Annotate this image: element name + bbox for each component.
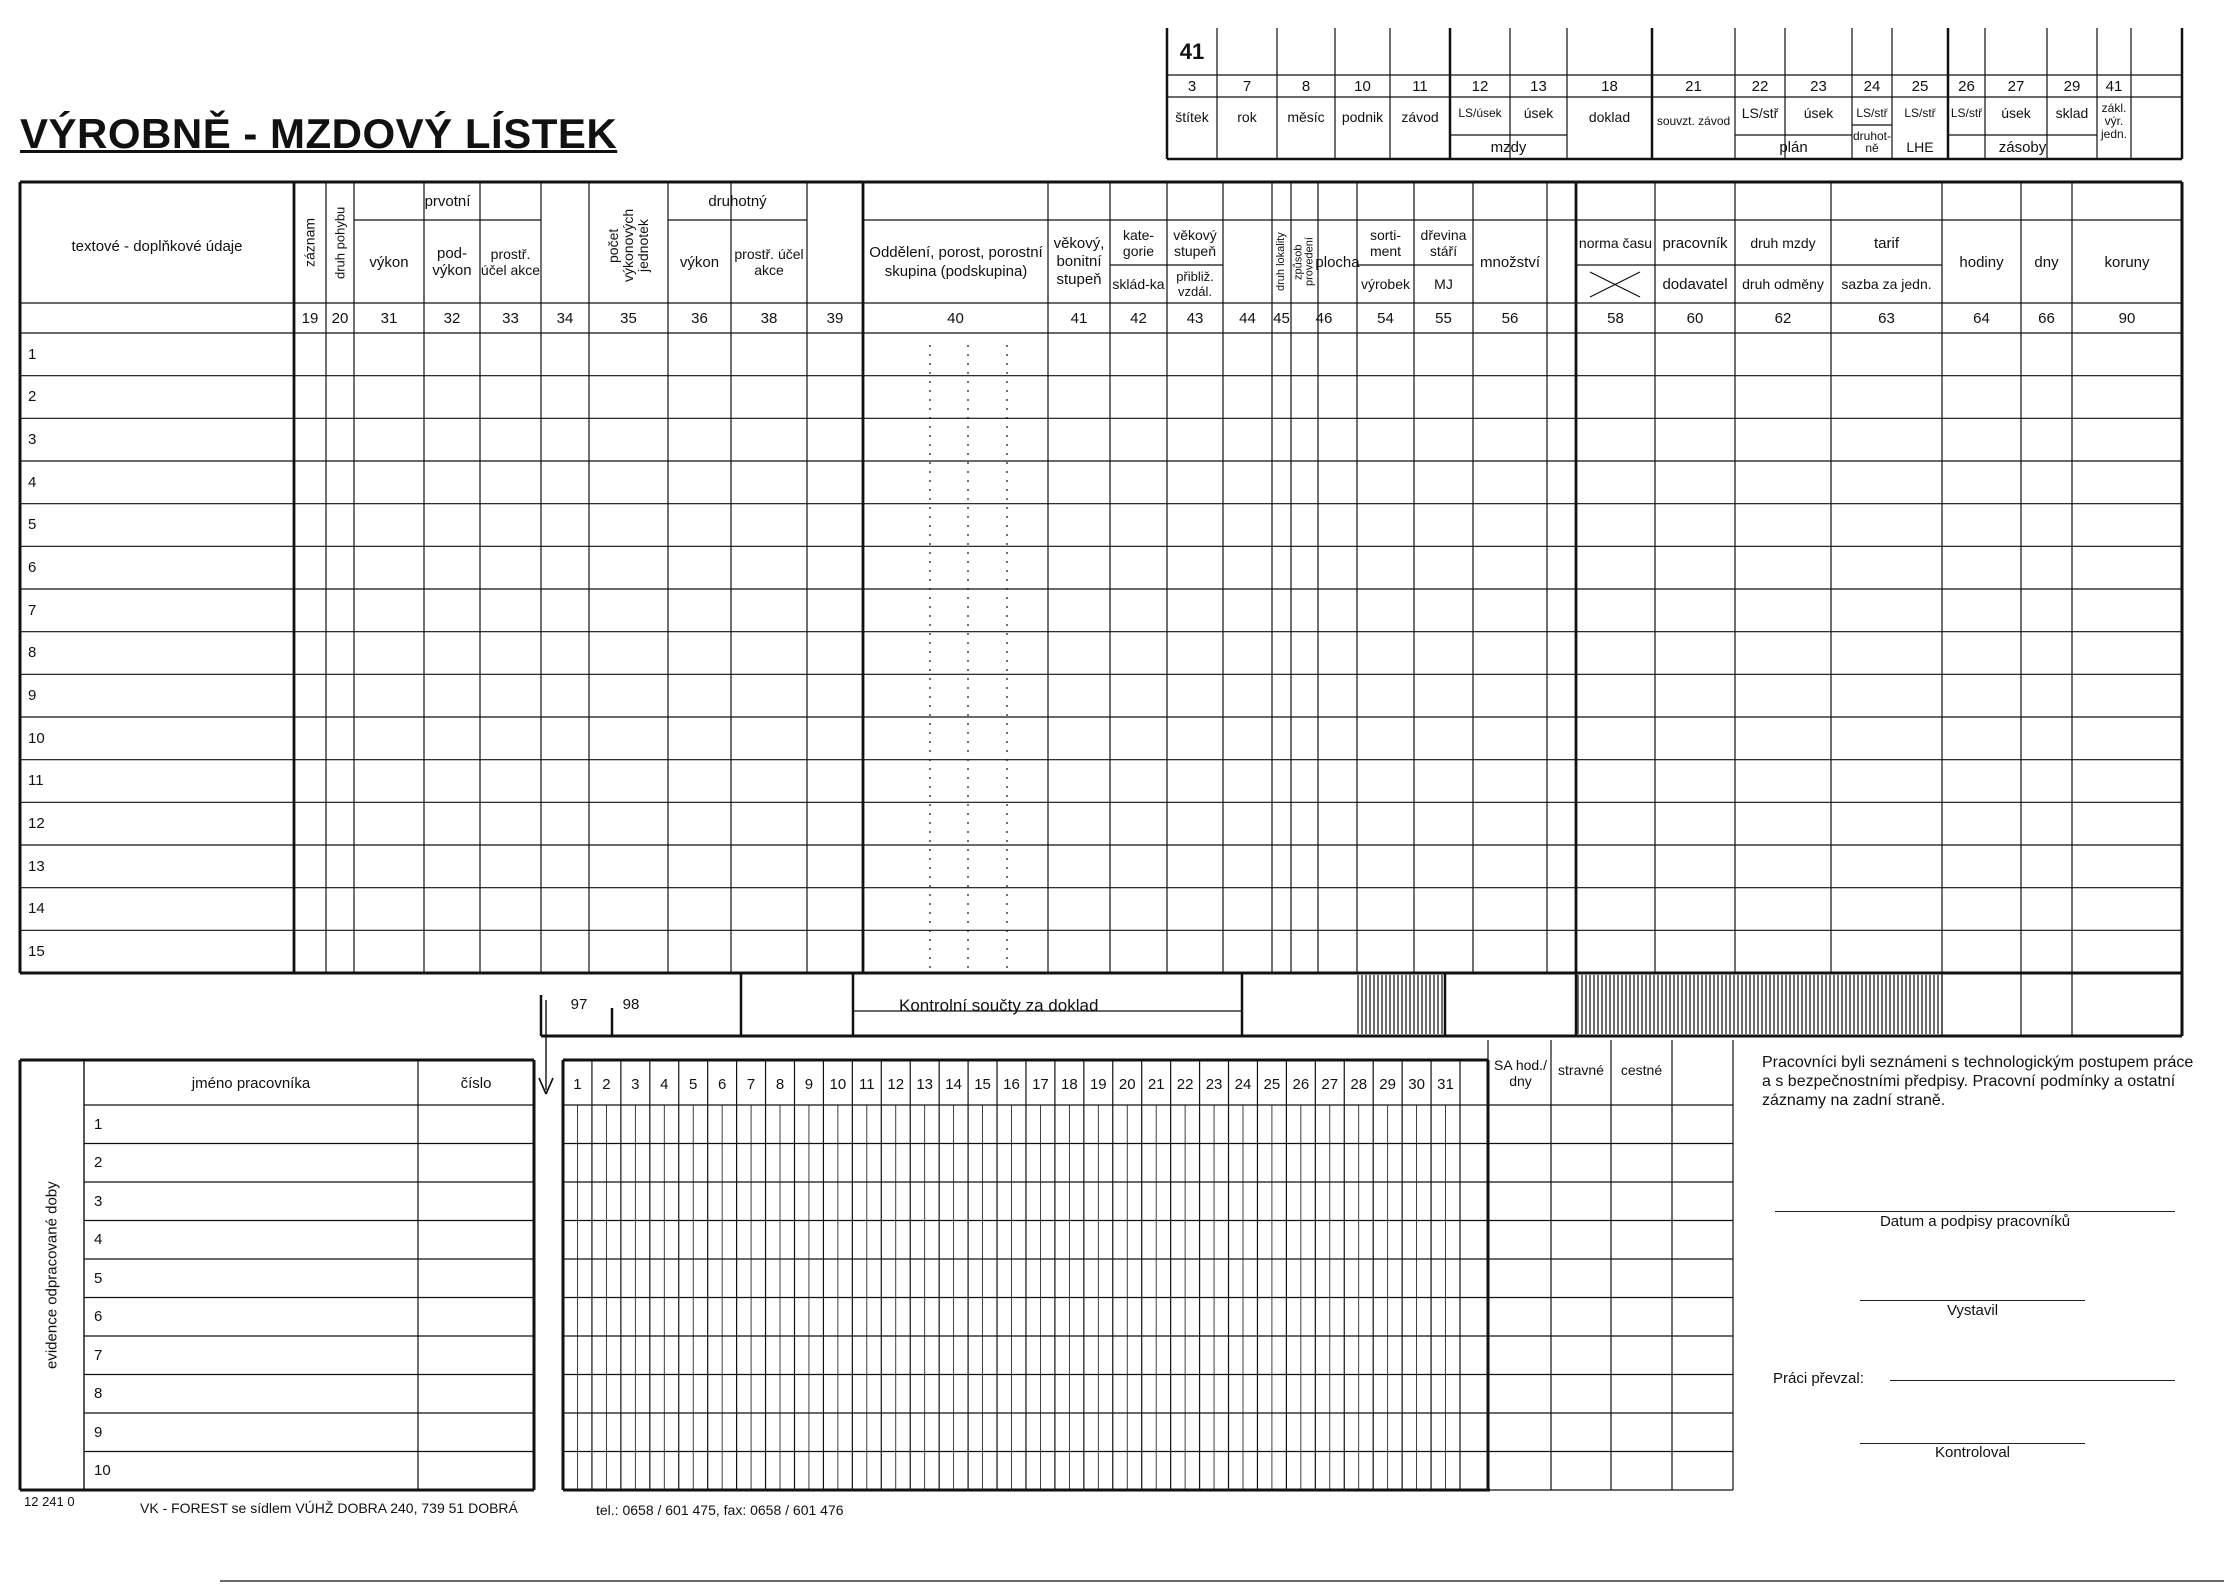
top-header-value: 41 — [1179, 39, 1205, 64]
top-group-label: mzdy — [1490, 138, 1527, 156]
prostr-header: prostř. účel akce — [480, 246, 541, 278]
issued-by-line[interactable] — [1860, 1300, 2085, 1301]
top-label: podnik — [1341, 108, 1384, 125]
column-code: 42 — [1130, 310, 1147, 327]
day-number: 15 — [974, 1075, 991, 1093]
attendance-row-number: 3 — [94, 1192, 103, 1210]
column-code: 31 — [380, 310, 398, 327]
day-number: 16 — [1003, 1075, 1020, 1093]
column-code: 35 — [620, 310, 637, 327]
safety-notice: Pracovníci byli seznámeni s technologickým postupem práce a s bezpečnostními předpisy. Pracovní podmínky a ostatní záznamy na zadní straně. — [1762, 1054, 2194, 1109]
top-label: souvzt. závod — [1656, 113, 1731, 128]
top-code: 3 — [1187, 78, 1197, 95]
top-code: 10 — [1354, 78, 1371, 95]
podvykon-header: pod-výkon — [432, 245, 472, 279]
zaznam-header: záznam — [301, 217, 318, 268]
top-label: LS/stř — [1904, 105, 1936, 120]
column-code: 40 — [947, 310, 964, 327]
row-number: 7 — [28, 601, 37, 619]
column-code: 56 — [1501, 310, 1519, 327]
vekovy-bonitni-header: věkový, bonitní stupeň — [1053, 235, 1105, 288]
company-contact: tel.: 0658 / 601 475, fax: 0658 / 601 476 — [596, 1502, 844, 1518]
top-code: 25 — [1911, 78, 1929, 95]
column-code: 20 — [331, 310, 349, 327]
row-number: 11 — [28, 772, 44, 790]
top-label: LS/úsek — [1458, 105, 1502, 120]
column-code: 64 — [1973, 310, 1990, 327]
top-code: 22 — [1751, 78, 1769, 95]
attendance-row-number: 4 — [94, 1231, 103, 1249]
day-number: 28 — [1350, 1075, 1368, 1093]
top-group-label: zásoby — [1998, 138, 2047, 156]
top-code: 21 — [1685, 78, 1702, 95]
column-code: 46 — [1315, 310, 1333, 327]
row-number: 10 — [28, 729, 45, 747]
day-number: 22 — [1176, 1075, 1194, 1093]
prvotni-header: prvotní — [424, 192, 471, 210]
top-code: 23 — [1810, 78, 1827, 95]
day-number: 1 — [573, 1075, 582, 1093]
drevina-header: dřevina stáří — [1420, 227, 1467, 259]
top-code: 18 — [1601, 78, 1618, 95]
dodavatel-header: dodavatel — [1662, 275, 1728, 293]
top-code: 11 — [1412, 78, 1428, 95]
column-code: 58 — [1607, 310, 1624, 327]
day-number: 30 — [1408, 1075, 1425, 1093]
top-group-label: plán — [1779, 138, 1808, 156]
column-code: 39 — [826, 310, 844, 327]
row-number: 4 — [28, 473, 37, 491]
day-number: 18 — [1061, 1075, 1078, 1093]
day-number: 4 — [660, 1075, 669, 1093]
attendance-row-number: 1 — [94, 1115, 103, 1133]
attendance-row-number: 9 — [94, 1423, 103, 1441]
checked-by-label: Kontroloval — [1934, 1444, 2011, 1461]
druh-lokality-header: druh lokality — [1275, 232, 1287, 292]
druh-pohybu-header: druh pohybu — [332, 206, 348, 279]
attendance-side-label: evidence odpracované doby — [43, 1181, 61, 1369]
top-code: 13 — [1530, 78, 1547, 95]
day-number: 19 — [1089, 1075, 1107, 1093]
day-number: 26 — [1292, 1075, 1310, 1093]
dny-header: dny — [2034, 253, 2059, 271]
day-number: 5 — [689, 1075, 698, 1093]
row-number: 3 — [28, 431, 37, 449]
oddeleni-header: Oddělení, porost, porostní skupina (podskupina) — [869, 244, 1043, 280]
top-label: sklad — [2055, 104, 2089, 121]
day-number: 13 — [916, 1075, 934, 1093]
day-number: 12 — [887, 1075, 905, 1093]
pocet-jednotek-header: počet výkonových jednotek — [605, 208, 651, 283]
issued-by-label: Vystavil — [1946, 1302, 1999, 1319]
tarif-header: tarif — [1873, 234, 1899, 252]
company-address: VK - FOREST se sídlem VÚHŽ DOBRA 240, 739 51 DOBRÁ — [140, 1500, 518, 1516]
worker-number-header: číslo — [460, 1074, 492, 1092]
column-code: 34 — [556, 310, 574, 327]
day-number: 24 — [1234, 1075, 1252, 1093]
column-code: 66 — [2038, 310, 2055, 327]
day-number: 31 — [1437, 1075, 1454, 1093]
top-label: měsíc — [1287, 108, 1325, 125]
skladka-header: sklád-ka — [1112, 275, 1165, 292]
day-number: 10 — [829, 1075, 847, 1093]
day-number: 3 — [631, 1075, 640, 1093]
top-code: 29 — [2063, 78, 2081, 95]
druh-mzdy-header: druh mzdy — [1750, 235, 1816, 251]
top-code: 12 — [1471, 78, 1489, 95]
day-number: 8 — [775, 1075, 785, 1093]
attendance-row-number: 7 — [94, 1346, 103, 1364]
top-label: úsek — [2001, 104, 2031, 121]
column-code: 33 — [502, 310, 519, 327]
top-code: 41 — [2105, 78, 2123, 95]
column-code: 38 — [760, 310, 778, 327]
column-code: 45 — [1273, 310, 1290, 327]
vyrobek-header: výrobek — [1360, 276, 1411, 292]
control-97: 97 — [570, 995, 588, 1013]
form-title: VÝROBNĚ - MZDOVÝ LÍSTEK — [20, 110, 618, 157]
top-label: úsek — [1803, 104, 1834, 121]
day-number: 17 — [1032, 1075, 1049, 1093]
row-number: 2 — [28, 388, 37, 406]
top-label: zákl. výr. jedn. — [2100, 100, 2128, 141]
column-code: 90 — [2118, 310, 2136, 327]
mnozstvi-header: množství — [1479, 253, 1540, 271]
row-number: 9 — [28, 687, 37, 705]
work-taken-label: Práci převzal: — [1773, 1370, 1864, 1387]
attendance-row-number: 6 — [94, 1308, 103, 1326]
vekovy-stupen-header: věkový stupeň — [1173, 227, 1217, 259]
top-code: 7 — [1242, 78, 1252, 95]
day-number: 27 — [1321, 1075, 1339, 1093]
day-number: 14 — [945, 1075, 962, 1093]
top-label: štítek — [1175, 108, 1209, 125]
day-number: 23 — [1205, 1075, 1223, 1093]
attendance-row-number: 10 — [94, 1462, 111, 1480]
cestne-header: cestné — [1620, 1061, 1663, 1078]
top-group-label: druhot-ně — [1852, 129, 1892, 155]
control-sums-label: Kontrolní součty za doklad — [899, 995, 1099, 1015]
top-label: LS/stř — [1856, 105, 1888, 120]
koruny-header: koruny — [2104, 253, 2150, 271]
worker-name-header: jméno pracovníka — [191, 1074, 311, 1092]
attendance-row-number: 5 — [94, 1269, 103, 1287]
attendance-row-number: 2 — [94, 1154, 103, 1172]
top-label: doklad — [1588, 108, 1631, 125]
top-label: LS/stř — [1950, 105, 1983, 120]
day-number: 9 — [804, 1075, 814, 1093]
hodiny-header: hodiny — [1959, 253, 2004, 271]
day-number: 21 — [1147, 1075, 1165, 1093]
row-number: 8 — [28, 644, 37, 662]
prostr2-header: prostř. účel akce — [734, 246, 804, 278]
top-label: úsek — [1523, 104, 1554, 121]
vykon-header: výkon — [369, 253, 409, 271]
druhotny-header: druhotný — [708, 192, 767, 210]
column-code: 41 — [1070, 310, 1088, 327]
norma-casu-header: norma času — [1578, 235, 1653, 251]
column-code: 44 — [1239, 310, 1256, 327]
top-label: závod — [1401, 108, 1439, 125]
vykon2-header: výkon — [679, 253, 720, 271]
top-code: 24 — [1863, 78, 1881, 95]
top-label: LS/stř — [1741, 104, 1779, 121]
row-number: 1 — [28, 345, 37, 363]
day-number: 20 — [1118, 1075, 1136, 1093]
sazba-header: sazba za jedn. — [1841, 276, 1932, 292]
column-code: 43 — [1186, 310, 1204, 327]
day-number: 11 — [859, 1075, 875, 1093]
work-taken-line[interactable] — [1890, 1380, 2175, 1381]
kategorie-header: kate-gorie — [1122, 227, 1155, 259]
day-number: 2 — [602, 1075, 611, 1093]
column-code: 54 — [1377, 310, 1394, 327]
column-code: 36 — [691, 310, 708, 327]
sortiment-header: sorti-ment — [1369, 227, 1402, 259]
row-number: 14 — [28, 900, 45, 918]
row-number: 15 — [28, 943, 45, 961]
stravne-header: stravné — [1558, 1061, 1604, 1078]
top-code: 26 — [1958, 78, 1975, 95]
day-number: 29 — [1379, 1075, 1396, 1093]
druh-odmeny-header: druh odměny — [1742, 276, 1824, 292]
mj-header: MJ — [1434, 276, 1453, 292]
form-code: 12 241 0 — [24, 1494, 75, 1509]
day-number: 6 — [717, 1075, 727, 1093]
column-code: 60 — [1686, 310, 1704, 327]
row-number: 5 — [28, 516, 37, 534]
sa-header: SA hod./ dny — [1494, 1057, 1547, 1089]
top-code: 8 — [1301, 78, 1311, 95]
column-code: 55 — [1435, 310, 1452, 327]
column-code: 62 — [1774, 310, 1792, 327]
workers-signature-line[interactable] — [1775, 1211, 2175, 1212]
workers-signature-label: Datum a podpisy pracovníků — [1879, 1213, 2071, 1230]
textove-header: textové - doplňkové údaje — [71, 237, 243, 255]
control-98: 98 — [622, 995, 640, 1013]
plocha-header: plocha — [1315, 253, 1360, 271]
row-number: 12 — [28, 815, 45, 833]
top-label: rok — [1237, 108, 1257, 125]
attendance-row-number: 8 — [94, 1385, 103, 1403]
day-number: 25 — [1263, 1075, 1281, 1093]
column-code: 63 — [1878, 310, 1895, 327]
pribliz-header: přibliž. vzdál. — [1176, 269, 1214, 299]
row-number: 13 — [28, 857, 45, 875]
day-number: 7 — [746, 1075, 756, 1093]
zpusob-provedeni-header: způsob provedení — [1292, 237, 1316, 287]
column-code: 19 — [301, 310, 319, 327]
pracovnik-header: pracovník — [1662, 234, 1728, 252]
top-code: 27 — [2007, 78, 2025, 95]
top-group-label: LHE — [1906, 139, 1934, 155]
column-code: 32 — [443, 310, 461, 327]
row-number: 6 — [28, 559, 37, 577]
